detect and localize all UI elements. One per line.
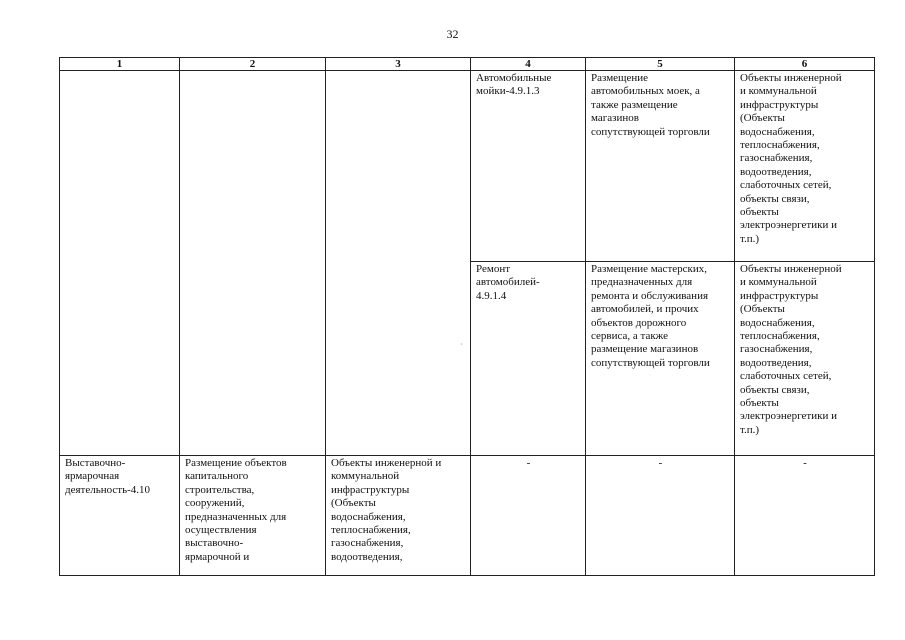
cell-dash: - bbox=[586, 456, 735, 576]
cell-line: автомобильных моек, а bbox=[591, 85, 700, 98]
cell-line: Размещение объектов bbox=[185, 457, 287, 469]
cell-line: водоснабжения, bbox=[740, 316, 815, 329]
cell-line: объектов дорожного bbox=[591, 316, 687, 329]
cell-line: объекты bbox=[740, 397, 779, 410]
cell-line: Ремонт bbox=[476, 263, 511, 275]
cell-line: Объекты инженерной bbox=[740, 72, 842, 84]
cell-line: водоотведения, bbox=[740, 165, 812, 178]
cell-line: сопутствующей торговли bbox=[591, 125, 710, 138]
header-col-3: 3 bbox=[326, 58, 471, 71]
cell-line: размещение магазинов bbox=[591, 343, 699, 356]
cell-line: слаботочных сетей, bbox=[740, 179, 832, 192]
cell-line: ярмарочной и bbox=[185, 550, 250, 563]
cell-line: автомобилей, и прочих bbox=[591, 303, 699, 316]
cell-line: строительства, bbox=[185, 483, 255, 496]
cell-dash: - bbox=[471, 456, 586, 576]
cell-line: автомобилей- bbox=[476, 276, 540, 289]
cell-line: также размещение bbox=[591, 98, 678, 111]
cell-use-description bbox=[180, 456, 326, 576]
header-col-6: 6 bbox=[735, 58, 875, 71]
cell-line: осуществления bbox=[185, 524, 257, 537]
cell-line: теплоснабжения, bbox=[331, 524, 411, 537]
cell-line: предназначенных для bbox=[591, 276, 693, 289]
cell-line: сооружений, bbox=[185, 497, 245, 510]
cell-line: Размещение bbox=[591, 72, 649, 84]
header-col-5: 5 bbox=[586, 58, 735, 71]
page-number: 32 bbox=[446, 27, 459, 41]
cell-line: электроэнергетики и bbox=[740, 410, 837, 423]
cell-line: инфраструктуры bbox=[331, 483, 410, 496]
cell-line: объекты связи, bbox=[740, 383, 810, 396]
cell-line: т.п.) bbox=[740, 232, 760, 245]
cell-line: (Объекты bbox=[331, 497, 376, 510]
cell-empty-col3 bbox=[326, 71, 471, 456]
cell-infrastructure bbox=[735, 262, 875, 456]
cell-line: 4.9.1.4 bbox=[476, 289, 507, 302]
cell-line: теплоснабжения, bbox=[740, 330, 820, 343]
scan-speck: · bbox=[460, 340, 463, 349]
cell-line: водоотведения, bbox=[331, 550, 403, 563]
cell-line: и коммунальной bbox=[740, 276, 817, 289]
cell-line: коммунальной bbox=[331, 470, 400, 483]
cell-dash: - bbox=[735, 456, 875, 576]
cell-line: газоснабжения, bbox=[740, 343, 813, 356]
cell-line: инфраструктуры bbox=[740, 289, 819, 302]
cell-kind-code bbox=[471, 71, 586, 262]
cell-line: предназначенных для bbox=[185, 510, 287, 523]
cell-infrastructure bbox=[735, 71, 875, 262]
cell-line: магазинов bbox=[591, 112, 639, 125]
cell-line: Размещение мастерских, bbox=[591, 263, 707, 275]
cell-line: ремонта и обслуживания bbox=[591, 289, 709, 302]
cell-line: деятельность-4.10 bbox=[65, 483, 151, 496]
cell-line: объекты связи, bbox=[740, 192, 810, 205]
cell-kind-code bbox=[471, 262, 586, 456]
cell-line: ярмарочная bbox=[65, 470, 120, 483]
cell-empty-col2 bbox=[180, 71, 326, 456]
cell-description bbox=[586, 262, 735, 456]
cell-line: выставочно- bbox=[185, 537, 244, 550]
cell-line: Объекты инженерной bbox=[740, 263, 842, 275]
cell-line: теплоснабжения, bbox=[740, 139, 820, 152]
cell-line: Автомобильные bbox=[476, 72, 552, 84]
cell-line: слаботочных сетей, bbox=[740, 370, 832, 383]
header-col-1: 1 bbox=[60, 58, 180, 71]
cell-line: водоснабжения, bbox=[740, 125, 815, 138]
cell-line: Объекты инженерной и bbox=[331, 457, 442, 469]
header-row bbox=[60, 58, 875, 71]
cell-line: сопутствующей торговли bbox=[591, 356, 710, 369]
cell-line: Выставочно- bbox=[65, 457, 126, 469]
cell-line: т.п.) bbox=[740, 423, 760, 436]
cell-line: объекты bbox=[740, 206, 779, 219]
cell-use-infrastructure bbox=[326, 456, 471, 576]
cell-line: газоснабжения, bbox=[331, 537, 404, 550]
cell-line: сервиса, а также bbox=[591, 330, 669, 343]
cell-line: мойки-4.9.1.3 bbox=[476, 85, 540, 98]
cell-line: капитального bbox=[185, 470, 249, 483]
cell-line: водоотведения, bbox=[740, 356, 812, 369]
header-col-2: 2 bbox=[180, 58, 326, 71]
cell-line: (Объекты bbox=[740, 112, 785, 125]
land-use-table bbox=[59, 57, 875, 576]
cell-line: инфраструктуры bbox=[740, 98, 819, 111]
cell-line: (Объекты bbox=[740, 303, 785, 316]
cell-empty-col1 bbox=[60, 71, 180, 456]
cell-description bbox=[586, 71, 735, 262]
header-col-4: 4 bbox=[471, 58, 586, 71]
cell-line: водоснабжения, bbox=[331, 510, 406, 523]
cell-line: и коммунальной bbox=[740, 85, 817, 98]
cell-line: электроэнергетики и bbox=[740, 219, 837, 232]
table-row bbox=[60, 71, 875, 262]
table-row bbox=[60, 456, 875, 576]
cell-use-kind bbox=[60, 456, 180, 576]
cell-line: газоснабжения, bbox=[740, 152, 813, 165]
